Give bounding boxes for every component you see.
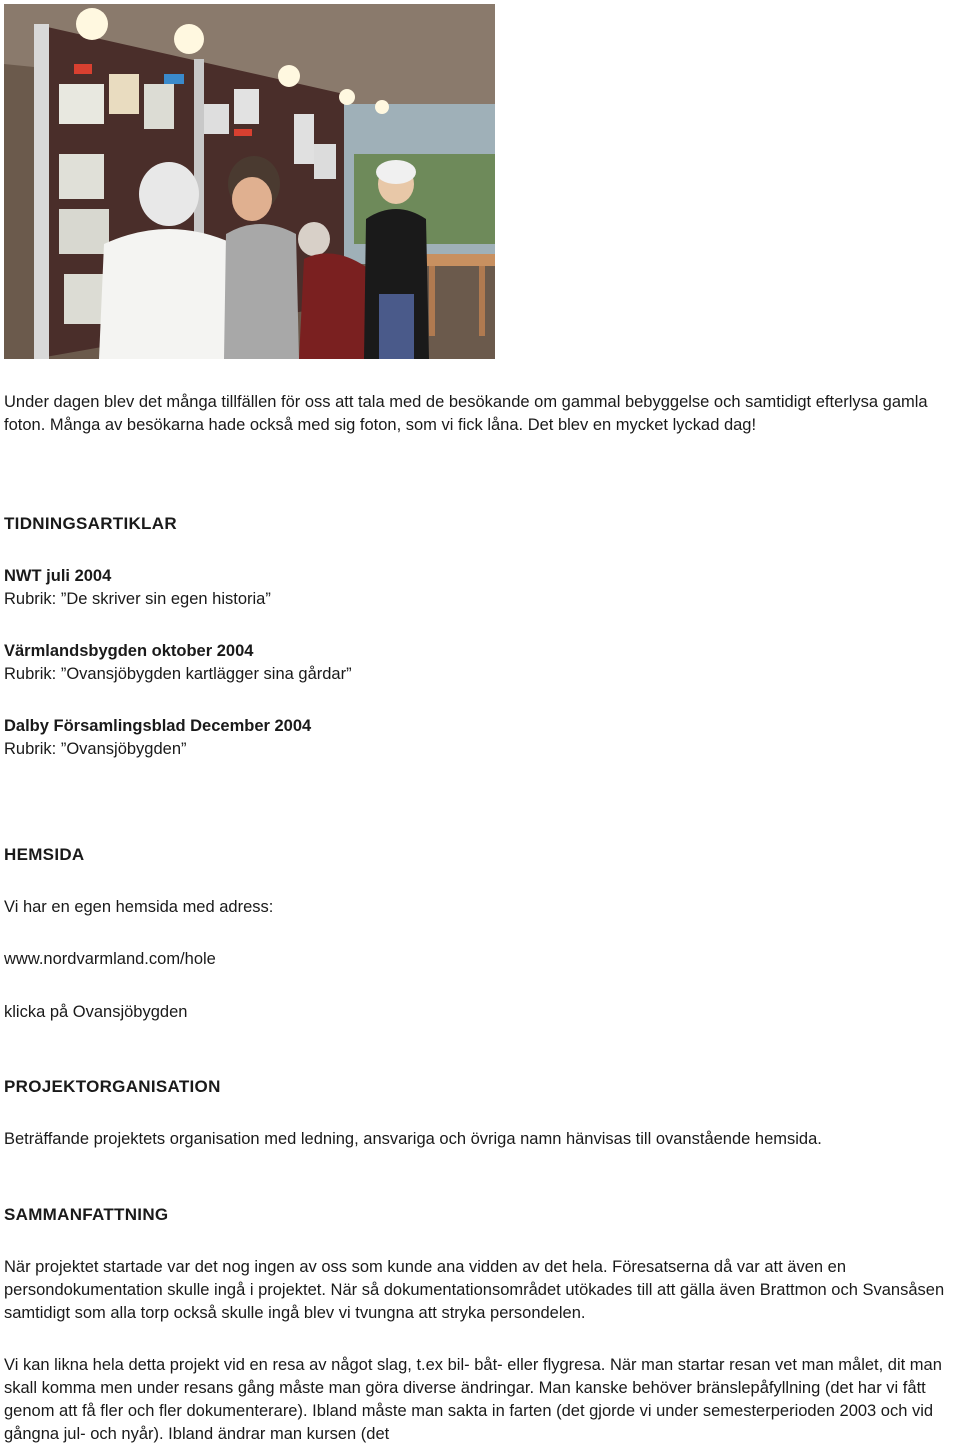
homepage-url[interactable]: www.nordvarmland.com/hole [4, 950, 216, 968]
homepage-intro: Vi har en egen hemsida med adress: [4, 898, 274, 916]
organisation-paragraph: Beträffande projektets organisation med ledning, ansvariga och övriga namn hänvisas till ovanstående hemsida. [4, 1130, 822, 1148]
article-rubrik-3: Rubrik: ”Ovansjöbygden” [4, 740, 187, 758]
exhibition-photo-illustration [4, 4, 495, 359]
homepage-heading: HEMSIDA [4, 845, 85, 864]
organisation-heading: PROJEKTORGANISATION [4, 1077, 221, 1096]
article-source-2: Värmlandsbygden oktober 2004 [4, 642, 254, 660]
article-source-1: NWT juli 2004 [4, 567, 112, 585]
summary-paragraph-2: Vi kan likna hela detta projekt vid en resa av något slag, t.ex bil- båt- eller flygresa. När man startar resan vet man målet, dit man skall komma men under resans gång måste man göra diverse ändringar. Man kanske behöver bränslepåfyllning (det har vi fått genom att få fler och fler dokumenterare). Ibland måste man sakta in farten (det gjorde vi under semesterperioden 2003 och vid gångna jul- och nyår). Ibland ändrar man kursen (det [4, 1356, 942, 1443]
article-rubrik-2: Rubrik: ”Ovansjöbygden kartlägger sina gårdar” [4, 665, 352, 683]
summary-heading: SAMMANFATTNING [4, 1205, 169, 1224]
homepage-instruction: klicka på Ovansjöbygden [4, 1003, 188, 1021]
summary-paragraph-1: När projektet startade var det nog ingen av oss som kunde ana vidden av det hela. Föresatserna då var att även en persondokumentation skulle ingå i projektet. När så dokumentationsområdet utökades till att gälla även Brattmon och Svansåsen samtidigt som alla torp också skulle ingå blev vi tvungna att stryka persondelen. [4, 1258, 945, 1322]
article-rubrik-1: Rubrik: ”De skriver sin egen historia” [4, 590, 271, 608]
intro-paragraph: Under dagen blev det många tillfällen för oss att tala med de besökande om gammal bebyggelse och samtidigt efterlysa gamla foton. Många av besökarna hade också med sig foton, som vi fick låna. Det blev en mycket lyckad dag! [4, 393, 928, 434]
article-source-3: Dalby Församlingsblad December 2004 [4, 717, 312, 735]
exhibition-photo [4, 4, 495, 359]
articles-heading: TIDNINGSARTIKLAR [4, 514, 177, 533]
